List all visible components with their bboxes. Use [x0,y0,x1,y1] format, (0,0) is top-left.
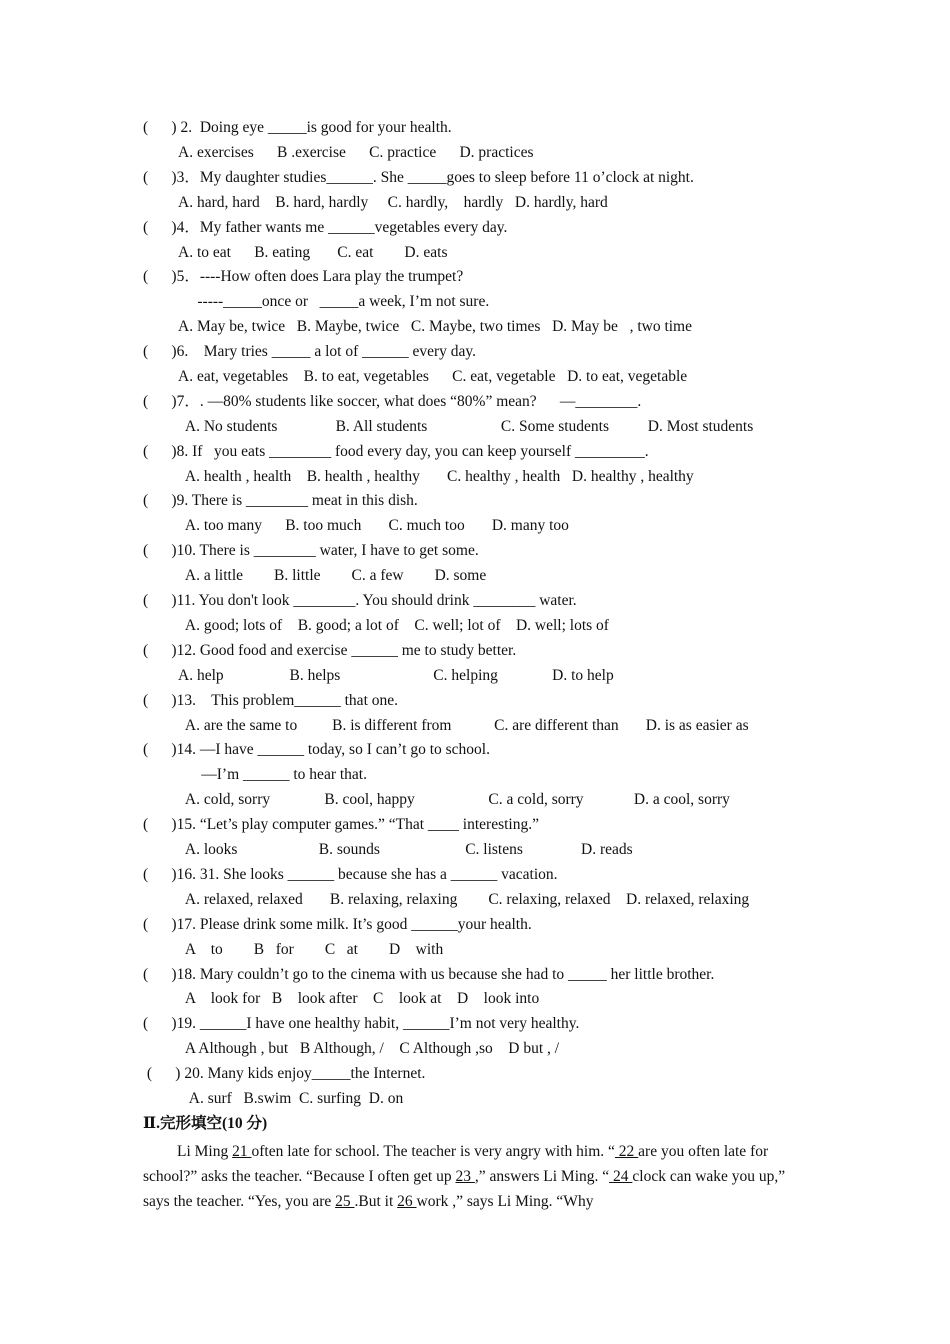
question-options: A. cold, sorry B. cool, happy C. a cold, sorry D. a cool, sorry [178,791,730,808]
question-options: A. health , health B. health , healthy C. healthy , health D. healthy , healthy [178,468,694,485]
question-stem: ( ) 20. Many kids enjoy_____the Internet. [143,1065,426,1082]
question-options: A. good; lots of B. good; a lot of C. well; lot of D. well; lots of [178,617,609,634]
question-options: A. are the same to B. is different from C. are different than D. is as easier as [178,717,749,734]
question-options: A. help B. helps C. helping D. to help [178,667,614,684]
blank-26: 26 [397,1193,417,1210]
question-options: A to B for C at D with [178,941,444,958]
question-options: A. a little B. little C. a few D. some [178,567,487,584]
blank-22: 22 [614,1143,639,1160]
question-stem: ( )12. Good food and exercise ______ me to study better. [143,642,517,659]
question-options: A look for B look after C look at D look into [178,990,540,1007]
question-options: A. hard, hard B. hard, hardly C. hardly, hardly D. hardly, hard [178,194,608,211]
blank-23: 23 [455,1168,475,1185]
section-heading: Ⅱ.完形填空(10 分) [143,1115,268,1132]
passage-text: Li Ming [177,1143,233,1160]
question-stem: ( )14. —I have ______ today, so I can’t go to school. [143,741,490,758]
question-stem: ( )11. You don't look ________. You should drink ________ water. [143,592,577,609]
question-options: A. May be, twice B. Maybe, twice C. Maybe, two times D. May be , two time [178,318,692,335]
question-options: A. to eat B. eating C. eat D. eats [178,244,448,261]
question-stem: ( ) 2. Doing eye _____is good for your health. [143,119,452,136]
question-options: A. No students B. All students C. Some students D. Most students [178,418,754,435]
question-stem: ( )6. Mary tries _____ a lot of ______ every day. [143,343,477,360]
question-stem: ( )15. “Let’s play computer games.” “That ____ interesting.” [143,816,539,833]
question-stem: ( )19. ______I have one healthy habit, ______I’m not very healthy. [143,1015,580,1032]
question-stem: ( )9. There is ________ meat in this dish. [143,492,418,509]
passage-text: work ,” says Li Ming. “Why [416,1193,594,1210]
question-options: A. exercises B .exercise C. practice D. practices [178,144,534,161]
cloze-passage [143,1139,807,1214]
passage-text: are you often late for school?” asks the teacher. “Because I often get up [143,1143,769,1185]
question-options: A Although , but B Although, / C Although ,so D but , / [178,1040,560,1057]
question-stem: ( )3．My daughter studies______. She _____goes to sleep before 11 o’clock at night. [143,169,694,186]
question-stem: ( )18. Mary couldn’t go to the cinema with us because she had to _____ her little brother. [143,966,715,983]
question-stem: ( )13. This problem______ that one. [143,692,399,709]
question-stem: ( )4．My father wants me ______vegetables every day. [143,219,508,236]
question-options: —I’m ______ to hear that. [178,766,367,783]
question-stem: ( )17. Please drink some milk. It’s good ______your health. [143,916,532,933]
question-stem: ( )10. There is ________ water, I have to get some. [143,542,479,559]
passage-text: ,” answers Li Ming. “ [474,1168,610,1185]
passage-text: .But it [354,1193,398,1210]
question-options: A. surf B.swim C. surfing D. on [178,1090,404,1107]
question-stem: ( )5．----How often does Lara play the trumpet? [143,268,464,285]
question-options: A. relaxed, relaxed B. relaxing, relaxing C. relaxing, relaxed D. relaxed, relaxing [178,891,750,908]
blank-25: 25 [335,1193,355,1210]
question-stem: ( )16. 31. She looks ______ because she has a ______ vacation. [143,866,558,883]
blank-21: 21 [232,1143,252,1160]
question-options: A. looks B. sounds C. listens D. reads [178,841,633,858]
question-options: A. too many B. too much C. much too D. many too [178,517,569,534]
question-options: A. eat, vegetables B. to eat, vegetables C. eat, vegetable D. to eat, vegetable [178,368,688,385]
passage-text: clock can wake you up,” says the teacher. “Yes, you are [143,1168,786,1210]
question-options: -----_____once or _____a week, I’m not sure. [178,293,490,310]
question-stem: ( )8. If you eats ________ food every day, you can keep yourself _________. [143,443,649,460]
passage-text: often late for school. The teacher is very angry with him. “ [251,1143,615,1160]
blank-24: 24 [609,1168,633,1185]
question-stem: ( )7．. —80% students like soccer, what does “80%” mean? —________. [143,393,642,410]
